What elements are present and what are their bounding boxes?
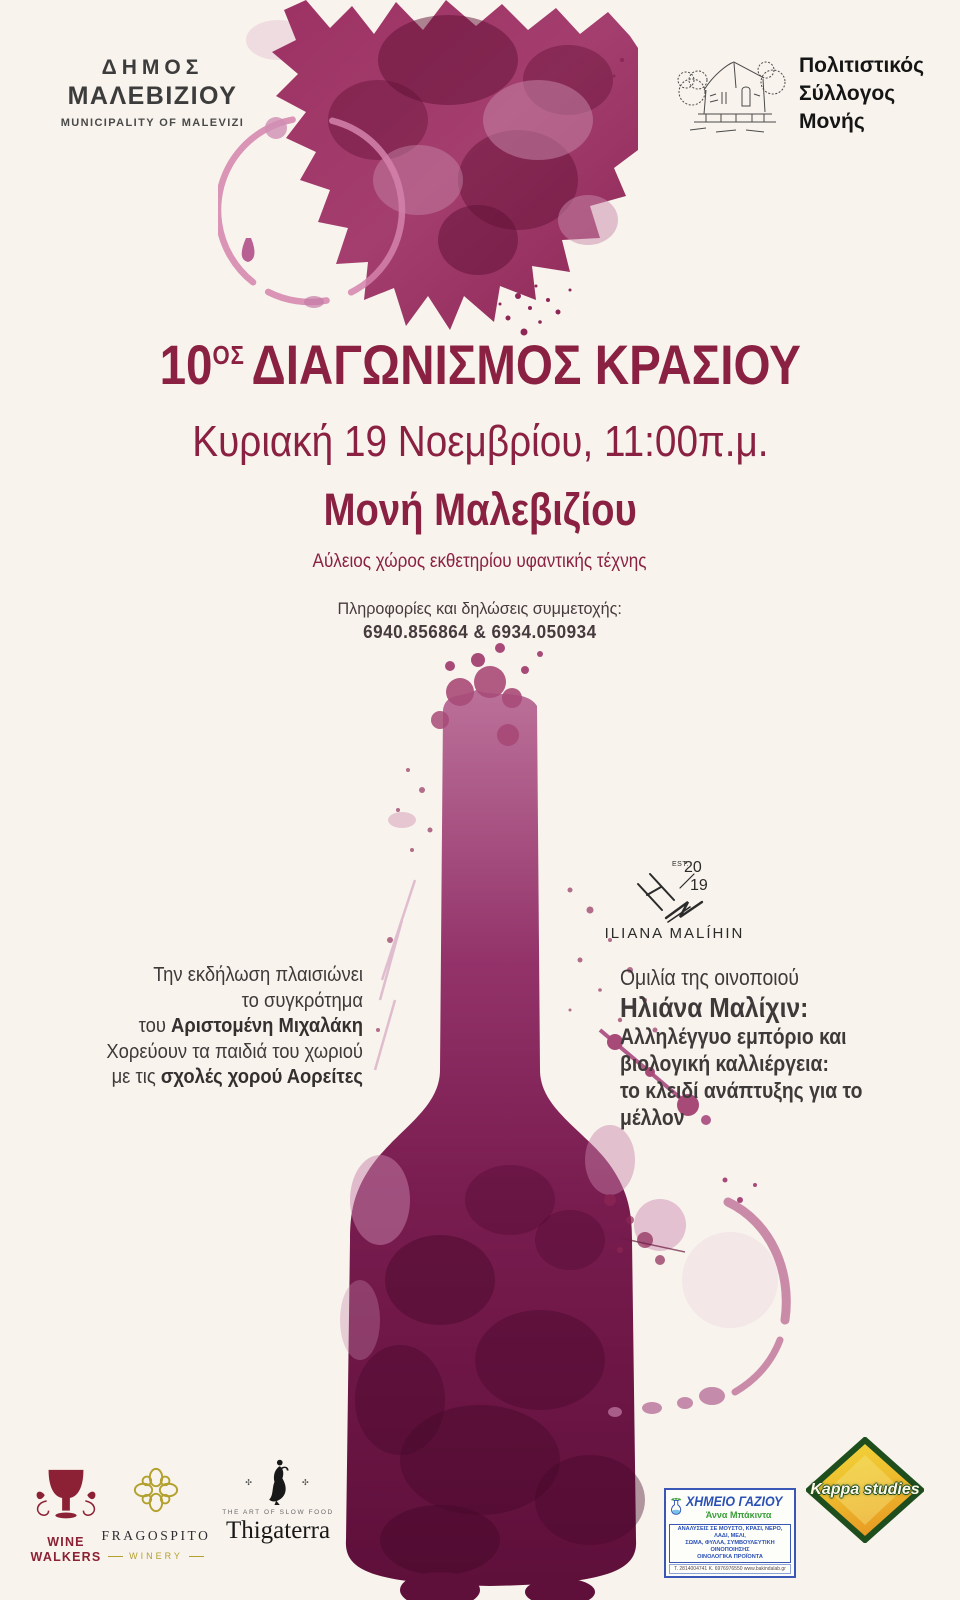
grape-leaf-watercolor-illustration bbox=[218, 0, 638, 340]
club-line1: Πολιτιστικός bbox=[799, 54, 925, 77]
performers-block bbox=[84, 963, 363, 1091]
wine-dot bbox=[265, 117, 287, 139]
wine-blob bbox=[304, 296, 324, 308]
chimeio-contact: Τ. 2814004741 Κ. 6976976550 www.bakindalab.gr bbox=[669, 1564, 791, 1574]
event-datetime: Κυριακή 19 Νοεμβρίου, 11:00π.μ. bbox=[191, 417, 769, 466]
fragospito-knot-icon bbox=[132, 1466, 180, 1514]
sponsor-kappa-studies bbox=[806, 1437, 924, 1543]
wine-walkers-line2: WALKERS bbox=[30, 1550, 102, 1564]
wine-ring-stain-bottom bbox=[608, 1178, 786, 1418]
speech-topic-line1: Αλληλέγγυο εμπόριο και bbox=[620, 1024, 847, 1049]
fragospito-name: FRAGOSPITO bbox=[101, 1528, 211, 1543]
thigaterra-tagline: THE ART OF SLOW FOOD bbox=[222, 1509, 334, 1516]
iliana-malihin-name: ILIANA MALÍHIN bbox=[604, 925, 745, 942]
left-dash bbox=[108, 1556, 123, 1557]
iliana-malihin-monogram bbox=[630, 858, 722, 926]
monogram-est-label: EST. bbox=[672, 861, 689, 868]
speech-block bbox=[620, 965, 902, 1131]
title-text: ΔΙΑΓΩΝΙΣΜΟΣ ΚΡΑΣΙΟΥ bbox=[251, 333, 801, 396]
info-label: Πληροφορίες και δηλώσεις συμμετοχής: bbox=[337, 599, 623, 618]
info-phones: 6940.856864 & 6934.050934 bbox=[363, 622, 597, 642]
kappa-studies-name: Kappa studies bbox=[810, 1481, 920, 1498]
municipality-logo bbox=[55, 56, 250, 129]
chimeio-person: Άννα Μπάκιντα bbox=[705, 1510, 772, 1520]
wine-drop bbox=[242, 238, 255, 262]
municipality-subtitle: MUNICIPALITY OF MALEVIZI bbox=[60, 117, 245, 129]
fragospito-subtitle: WINERY bbox=[100, 1551, 212, 1561]
performers-line2: το συγκρότημα bbox=[241, 989, 363, 1012]
left-ornament: ✣ bbox=[245, 1477, 254, 1487]
wine-glass-icon bbox=[32, 1468, 100, 1528]
cultural-club-logo bbox=[799, 52, 924, 136]
hm-monogram-icon bbox=[630, 858, 722, 926]
chimeio-services: ΑΝΑΛΥΣΕΙΣ ΣΕ ΜΟΥΣΤΟ, ΚΡΑΣΙ, ΝΕΡΟ, ΛΑΔΙ, ΜΕΛΙ, ΣΩΜΑ, ΦΥΛΛΑ, ΣΥΜΒΟΥΛΕΥΤΙΚΗ ΟΙΝΟΠΟΙΗΣΗΣ ΟΙΝΟΛΟΓΙΚΑ ΠΡΟΪΟΝΤΑ bbox=[669, 1524, 791, 1563]
title-number: 10 bbox=[159, 333, 213, 396]
monastery-sketch-icon bbox=[676, 50, 786, 148]
monogram-year-bottom: 19 bbox=[690, 877, 708, 894]
performers-line3: του Αριστομένη Μιχαλάκη bbox=[138, 1015, 363, 1037]
event-venue-detail: Αύλειος χώρος εκθετηρίου υφαντικής τέχνης bbox=[313, 551, 647, 572]
right-ornament: ✣ bbox=[302, 1477, 311, 1487]
right-dash bbox=[189, 1556, 204, 1557]
club-line3: Μονής bbox=[799, 110, 865, 133]
event-title bbox=[0, 332, 960, 397]
performers-line5: με τις σχολές χορού Αορείτες bbox=[111, 1066, 363, 1088]
event-venue: Μονή Μαλεβιζίου bbox=[323, 484, 637, 535]
flask-icon bbox=[669, 1492, 683, 1522]
title-ordinal: ΟΣ bbox=[212, 340, 245, 370]
speech-topic-line2: βιολογική καλλιέργεια: bbox=[620, 1051, 829, 1076]
dancer-icon bbox=[263, 1458, 293, 1506]
sponsor-fragospito bbox=[100, 1466, 212, 1561]
municipality-name-line2: ΜΑΛΕΒΙΖΙΟΥ bbox=[67, 82, 238, 110]
sponsor-chimeio-gaziou bbox=[664, 1488, 796, 1578]
wine-walkers-line1: WINE bbox=[47, 1535, 85, 1549]
monogram-year-top: 20 bbox=[684, 859, 702, 876]
performers-line4: Χορεύουν τα παιδιά του χωριού bbox=[106, 1040, 363, 1063]
performers-line1: Την εκδήλωση πλαισιώνει bbox=[153, 964, 363, 986]
club-line2: Σύλλογος bbox=[799, 82, 896, 105]
speaker-name: Ηλιάνα Μαλίχιν: bbox=[620, 992, 809, 1023]
speech-intro: Ομιλία της οινοποιού bbox=[620, 965, 799, 990]
sponsor-thigaterra bbox=[216, 1458, 340, 1545]
left-streaks bbox=[375, 880, 415, 1070]
chimeio-name: ΧΗΜΕΙΟ ΓΑΖΙΟΥ bbox=[686, 1494, 783, 1509]
thigaterra-name: Thigaterra bbox=[225, 1517, 331, 1544]
speech-topic-line3: το κλειδί ανάπτυξης για το μέλλον bbox=[620, 1078, 863, 1130]
municipality-name-line1: ΔΗΜΟΣ bbox=[101, 56, 204, 79]
